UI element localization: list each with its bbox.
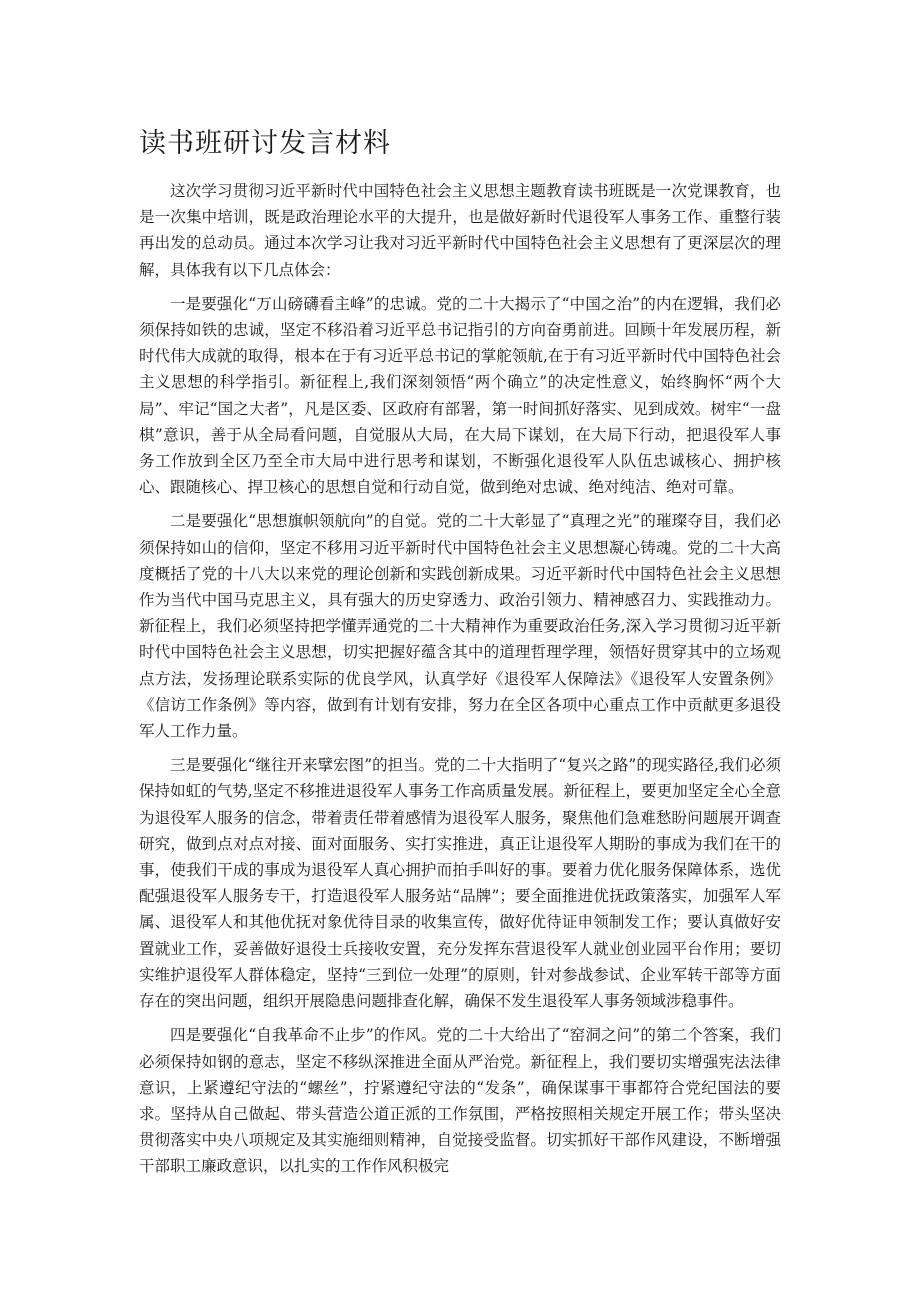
document-body — [139, 178, 781, 1188]
paragraph-intro: 这次学习贯彻习近平新时代中国特色社会主义思想主题教育读书班既是一次党课教育，也是一次集中培训，既是政治理论水平的大提升，也是做好新时代退役军人事务工作、重整行装再出发的总动员。通过本次学习让我对习近平新时代中国特色社会主义思想有了更深层次的理解，具体我有以下几点体会： — [139, 182, 781, 279]
paragraph-point-three: 三是要强化“继往开来擘宏图”的担当。党的二十大指明了“复兴之路”的现实路径,我们必须保持如虹的气势,坚定不移推进退役军人事务工作高质量发展。新征程上，要更加坚定全心全意为退役军人服务的信念，带着责任带着感情为退役军人服务，聚焦他们急难愁盼问题展开调查研究，做到点对点对接、面对面服务、实打实推进，真正让退役军人期盼的事成为我们在干的事，使我们干成的事成为退役军人真心拥护而拍手叫好的事。要着力优化服务保障体系，选优配强退役军人服务专干，打造退役军人服务站“品牌”；要全面推进优抚政策落实，加强军人军属、退役军人和其他优抚对象优待目录的收集宣传，做好优待证申领制发工作；要认真做好安置就业工作，妥善做好退役士兵接收安置，充分发挥东营退役军人就业创业园平台作用；要切实维护退役军人群体稳定，坚持“三到位一处理”的原则，针对参战参试、企业军转干部等方面存在的突出问题，组织开展隐患问题排查化解，确保不发生退役军人事务领域涉稳事件。 — [139, 756, 781, 1011]
paragraph-point-two: 二是要强化“思想旗帜领航向”的自觉。党的二十大彰显了“真理之光”的璀璨夺目，我们必须保持如山的信仰，坚定不移用习近平新时代中国特色社会主义思想凝心铸魂。党的二十大高度概括了党的十八大以来党的理论创新和实践创新成果。习近平新时代中国特色社会主义思想作为当代中国马克思主义，具有强大的历史穿透力、政治引领力、精神感召力、实践推动力。新征程上，我们必须坚持把学懂弄通党的二十大精神作为重要政治任务,深入学习贯彻习近平新时代中国特色社会主义思想，切实把握好蕴含其中的道理哲理学理，领悟好贯穿其中的立场观点方法，发扬理论联系实际的优良学风，认真学好《退役军人保障法》《退役军人安置条例》《信访工作条例》等内容，做到有计划有安排，努力在全区各项中心重点工作中贡献更多退役军人工作力量。 — [139, 512, 781, 741]
paragraph-point-one: 一是要强化“万山磅礴看主峰”的忠诚。党的二十大揭示了“中国之治”的内在逻辑，我们必须保持如铁的忠诚，坚定不移沿着习近平总书记指引的方向奋勇前进。回顾十年发展历程，新时代伟大成就的取得，根本在于有习近平总书记的掌舵领航,在于有习近平新时代中国特色社会主义思想的科学指引。新征程上,我们深刻领悟“两个确立”的决定性意义，始终胸怀“两个大局”、牢记“国之大者”，凡是区委、区政府有部署，第一时间抓好落实、见到成效。树牢“一盘棋”意识，善于从全局看问题，自觉服从大局，在大局下谋划，在大局下行动，把退役军人事务工作放到全区乃至全市大局中进行思考和谋划，不断强化退役军人队伍忠诚核心、拥护核心、跟随核心、捍卫核心的思想自觉和行动自觉，做到绝对忠诚、绝对纯洁、绝对可靠。 — [139, 294, 781, 497]
document-title: 读书班研讨发言材料 — [139, 128, 391, 159]
paragraph-point-four: 四是要强化“自我革命不止步”的作风。党的二十大给出了“窑洞之问”的第二个答案，我们必须保持如钢的意志，坚定不移纵深推进全面从严治党。新征程上，我们要切实增强宪法法律意识，上紧遵纪守法的“螺丝”，拧紧遵纪守法的“发条”，确保谋事干事都符合党纪国法的要求。坚持从自己做起、带头营造公道正派的工作氛围，严格按照相关规定开展工作；带头坚决贯彻落实中央八项规定及其实施细则精神，自觉接受监督。切实抓好干部作风建设，不断增强干部职工廉政意识，以扎实的工作作风积极完 — [139, 1026, 781, 1176]
